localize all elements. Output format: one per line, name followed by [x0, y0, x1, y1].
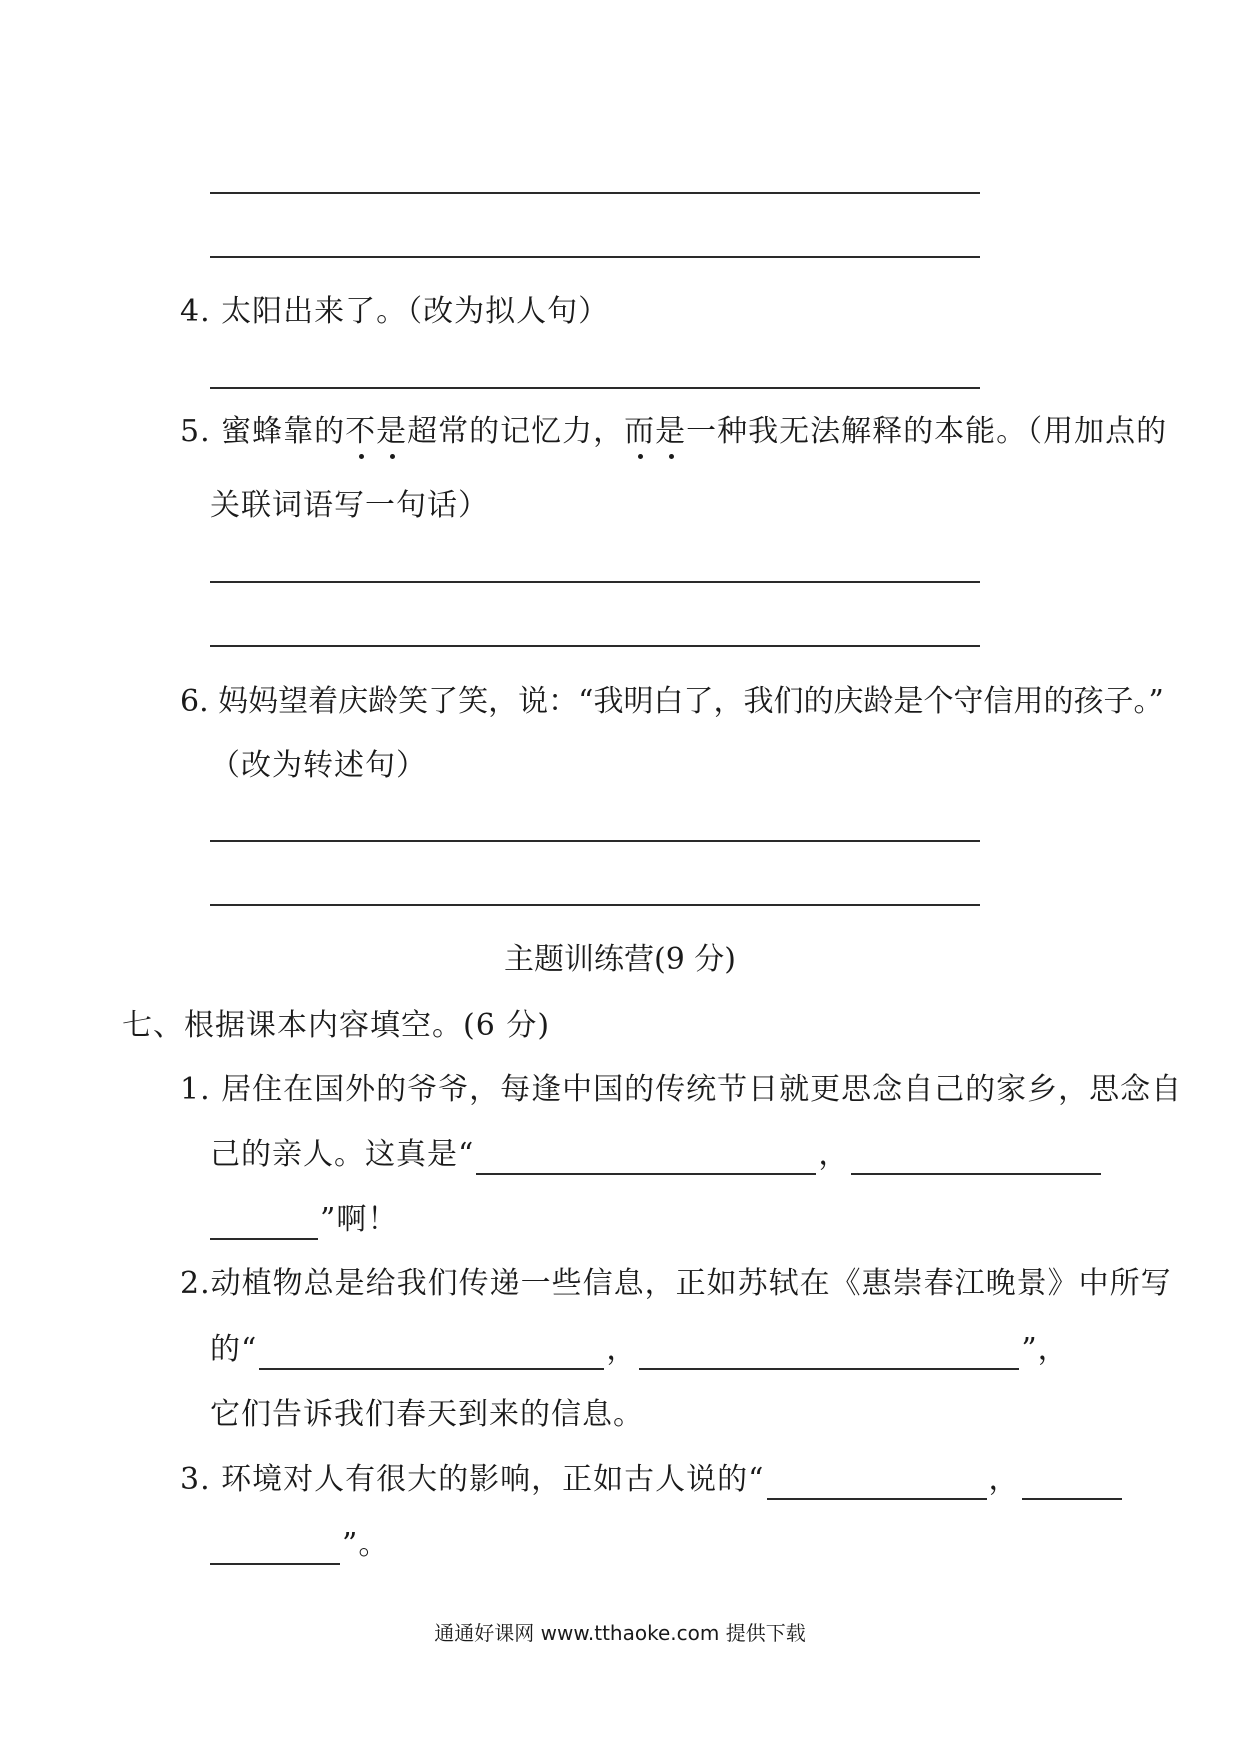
page-footer: 通通好课网 www.tthaoke.com 提供下载	[434, 1621, 806, 1645]
q7-item-3-tail: ”。	[342, 1527, 390, 1562]
q7-item-3-line-1	[180, 1460, 1124, 1500]
q7-item-3-line-2	[210, 1525, 389, 1565]
answer-line[interactable]	[210, 581, 980, 583]
fill-blank[interactable]	[259, 1336, 604, 1370]
emphasis-dot-char: 不	[345, 414, 377, 449]
fill-blank[interactable]	[639, 1336, 1019, 1370]
emphasis-dot-char: 而	[624, 414, 656, 449]
answer-line[interactable]	[210, 387, 980, 389]
fill-blank[interactable]	[1022, 1466, 1122, 1500]
fill-blank[interactable]	[767, 1466, 987, 1500]
fill-blank[interactable]	[210, 1531, 340, 1565]
question-6-prompt-continued: （改为转述句）	[210, 748, 427, 783]
question-7-heading: 七、根据课本内容填空。(6 分)	[122, 1008, 551, 1043]
q7-item-2-line-3: 它们告诉我们春天到来的信息。	[210, 1397, 644, 1432]
q7-item-2-lead: 的“	[210, 1332, 258, 1367]
q7-item-1-line-2	[210, 1135, 1103, 1175]
answer-line[interactable]	[210, 904, 980, 906]
section-title: 主题训练营(9 分)	[503, 942, 737, 977]
question-5-text-part3: 一种我无法解释的本能。（用加点的	[686, 414, 1168, 449]
fill-blank[interactable]	[210, 1206, 318, 1240]
question-5-text-part1: 5. 蜜蜂靠的	[180, 414, 346, 449]
q7-item-2-tail: ”，	[1021, 1332, 1069, 1367]
question-5-prompt-continued: 关联词语写一句话）	[210, 488, 489, 523]
answer-line[interactable]	[210, 645, 980, 647]
answer-line[interactable]	[210, 192, 980, 194]
q7-item-3-lead: 3. 环境对人有很大的影响，正如古人说的“	[180, 1462, 765, 1497]
q7-item-1-line-1: 1. 居住在国外的爷爷，每逢中国的传统节日就更思念自己的家乡，思念自	[180, 1072, 1183, 1107]
q7-item-1-tail: ”啊！	[320, 1202, 399, 1237]
fill-blank[interactable]	[476, 1141, 816, 1175]
question-5-text-part2: 超常的记忆力，	[407, 414, 625, 449]
fill-blank[interactable]	[851, 1141, 1101, 1175]
q7-item-1-lead: 己的亲人。这真是“	[210, 1137, 475, 1172]
q7-item-2-line-1: 2.动植物总是给我们传递一些信息，正如苏轼在《惠崇春江晚景》中所写	[180, 1266, 1172, 1301]
question-4-prompt: 4. 太阳出来了。（改为拟人句）	[180, 294, 610, 329]
answer-line[interactable]	[210, 256, 980, 258]
q7-item-2-line-2	[210, 1330, 1069, 1370]
emphasis-dot-char: 是	[655, 414, 687, 449]
q7-item-1-line-3	[210, 1200, 398, 1240]
comma: ，	[606, 1332, 638, 1367]
comma: ，	[988, 1462, 1020, 1497]
answer-line[interactable]	[210, 840, 980, 842]
comma: ，	[818, 1137, 850, 1172]
emphasis-dot-char: 是	[376, 414, 408, 449]
question-5-prompt	[180, 412, 1167, 452]
question-6-prompt: 6. 妈妈望着庆龄笑了笑，说：“我明白了，我们的庆龄是个守信用的孩子。”	[180, 684, 1164, 719]
